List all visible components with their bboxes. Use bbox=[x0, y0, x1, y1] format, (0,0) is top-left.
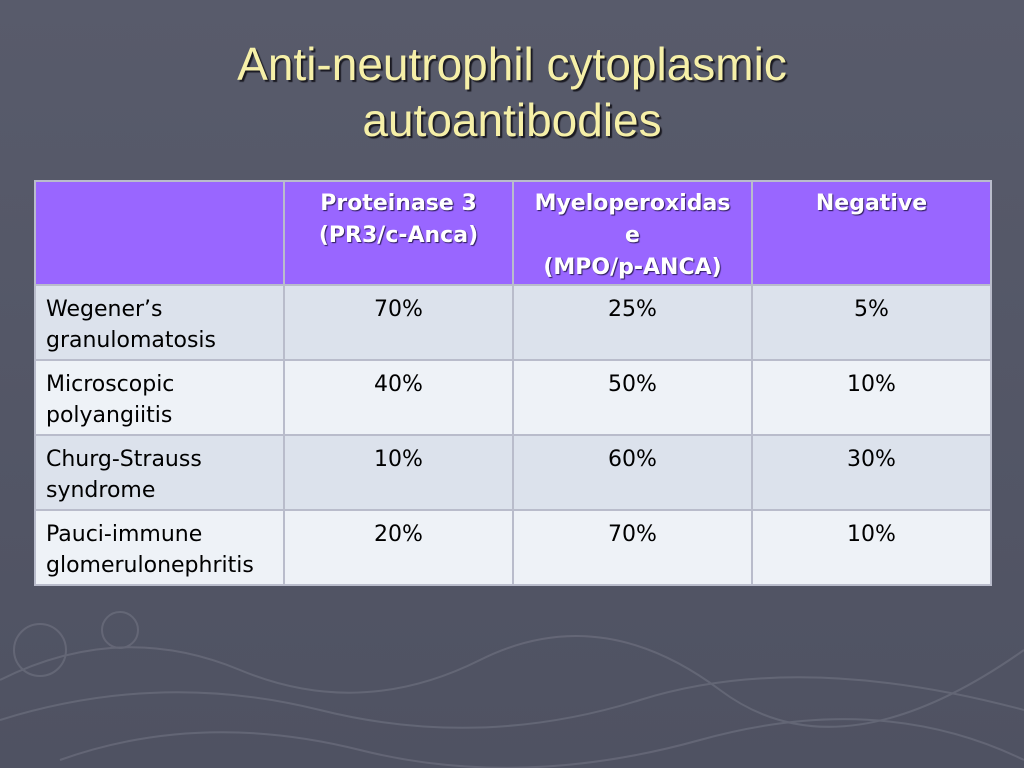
slide-title-line-1: Anti-neutrophil cytoplasmic bbox=[237, 38, 787, 90]
row-label-line: Wegener’s bbox=[46, 297, 163, 322]
row-label-line: syndrome bbox=[46, 478, 156, 503]
table-header-row bbox=[35, 181, 991, 285]
slide-title bbox=[40, 36, 984, 148]
header-text-line: e bbox=[625, 223, 640, 248]
header-text-line: (MPO/p-ANCA) bbox=[543, 255, 722, 280]
value-cell: 50% bbox=[513, 360, 752, 435]
value-cell: 10% bbox=[752, 360, 991, 435]
table-row bbox=[35, 360, 991, 435]
slide-title-line-2: autoantibodies bbox=[362, 94, 662, 146]
value-cell: 60% bbox=[513, 435, 752, 510]
row-label-cell bbox=[35, 360, 284, 435]
row-label-cell bbox=[35, 285, 284, 360]
value-cell: 40% bbox=[284, 360, 513, 435]
value-cell: 10% bbox=[752, 510, 991, 585]
header-cell-negative bbox=[752, 181, 991, 285]
row-label-line: glomerulonephritis bbox=[46, 553, 254, 578]
header-cell-empty bbox=[35, 181, 284, 285]
background-decoration bbox=[0, 560, 1024, 768]
row-label-line: Microscopic bbox=[46, 372, 175, 397]
value-cell: 10% bbox=[284, 435, 513, 510]
anca-table bbox=[34, 180, 992, 586]
value-cell: 70% bbox=[513, 510, 752, 585]
header-text-line: Proteinase 3 bbox=[320, 191, 477, 216]
value-cell: 30% bbox=[752, 435, 991, 510]
row-label-line: polyangiitis bbox=[46, 403, 173, 428]
table-row bbox=[35, 435, 991, 510]
table-row bbox=[35, 510, 991, 585]
header-cell-mpo bbox=[513, 181, 752, 285]
table-row bbox=[35, 285, 991, 360]
value-cell: 25% bbox=[513, 285, 752, 360]
header-text-line: (PR3/c-Anca) bbox=[318, 223, 479, 248]
row-label-cell bbox=[35, 435, 284, 510]
row-label-cell bbox=[35, 510, 284, 585]
row-label-line: Pauci-immune bbox=[46, 522, 203, 547]
value-cell: 70% bbox=[284, 285, 513, 360]
header-cell-pr3 bbox=[284, 181, 513, 285]
header-text-line: Myeloperoxidas bbox=[534, 191, 731, 216]
header-text-line: Negative bbox=[815, 191, 928, 216]
value-cell: 20% bbox=[284, 510, 513, 585]
value-cell: 5% bbox=[752, 285, 991, 360]
row-label-line: Churg-Strauss bbox=[46, 447, 202, 472]
row-label-line: granulomatosis bbox=[46, 328, 216, 353]
